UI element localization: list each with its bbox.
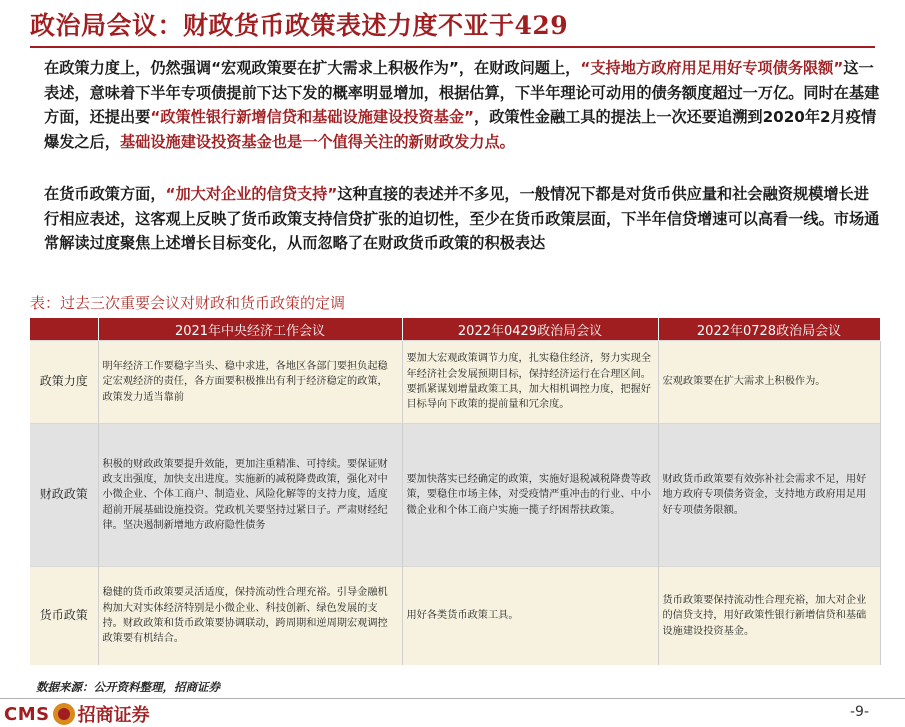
table-row <box>30 424 880 567</box>
para1-text-1: 在政策力度上，仍然强调“宏观政策要在扩大需求上积极作为”，在财政问题上， <box>44 59 581 77</box>
cms-logo <box>4 702 150 726</box>
table-cell: 积极的财政政策要提升效能，更加注重精准、可持续。要保证财政支出强度，加快支出进度。实施新的减税降费政策，强化对中小微企业、个体工商户、制造业、风险化解等的支持力度，适度超前开展基础设施投资。党政机关要坚持过紧日子。严肃财经纪律。坚决遏制新增地方政府隐性债务 <box>98 424 402 567</box>
table-cell: 宏观政策要在扩大需求上积极作为。 <box>658 341 880 424</box>
table-cell: 货币政策要保持流动性合理充裕，加大对企业的信贷支持，用好政策性银行新增信贷和基础设施建设投资基金。 <box>658 567 880 666</box>
para1-highlight-3: 基础设施建设投资基金也是一个值得关注的新财政发力点。 <box>119 132 515 151</box>
table-header-row <box>30 318 880 341</box>
monetary-paragraph <box>44 182 880 256</box>
table-header-cell <box>30 318 98 341</box>
para2-text-2: 这种直接的表述并不多见，一般情况下都是对货币供应量和社会融资规模增长进行相应表述，这客观上反映了货币政策支持信贷扩张的迫切性，至少在货币政策层面，下半年信贷增速可以高看一线。市场通常解读过度聚焦上述增长目标变化，从而忽略了在财政货币政策的积极表达 <box>44 185 880 252</box>
logo-chinese-text: 招商证券 <box>77 705 150 726</box>
table-row <box>30 567 880 666</box>
table-header-cell: 2021年中央经济工作会议 <box>98 318 402 341</box>
para2-highlight-1: “加大对企业的信贷支持” <box>165 185 338 203</box>
data-source-note: 数据来源：公开资料整理，招商证券 <box>36 680 220 694</box>
table-caption: 表：过去三次重要会议对财政和货币政策的定调 <box>30 294 346 312</box>
para1-highlight-2: “政策性银行新增信贷和基础设施建设投资基金” <box>150 108 475 126</box>
row-label: 财政政策 <box>30 424 98 567</box>
para2-text-1: 在货币政策方面， <box>44 185 166 203</box>
page-title: 政治局会议：财政货币政策表述力度不亚于429 <box>30 11 569 40</box>
footer-divider <box>0 698 905 699</box>
table-cell: 稳健的货币政策要灵活适度，保持流动性合理充裕。引导金融机构加大对实体经济特别是小微企业、科技创新、绿色发展的支持。财政政策和货币政策要协调联动，跨周期和逆周期宏观调控政策要有机结合。 <box>98 567 402 666</box>
page-number: -9- <box>849 704 869 720</box>
para1-text-2: 这一表述，意味着下半年专项债提前下达下发的概率明显增加，根据估算，下半年理论可动用的债务额度超过一万亿。同时在基建方面，还提出要 <box>44 59 880 126</box>
fiscal-paragraph <box>44 56 880 154</box>
table-cell: 要加快落实已经确定的政策，实施好退税减税降费等政策，要稳住市场主体，对受疫情严重冲击的行业、中小微企业和个体工商户实施一揽子纾困帮扶政策。 <box>402 424 658 567</box>
para1-text-3: ，政策性金融工具的提法上一次还要追溯到2020年2月疫情爆发之后， <box>44 108 877 151</box>
table-cell: 财政货币政策要有效弥补社会需求不足，用好地方政府专项债务资金，支持地方政府用足用好专项债务限额。 <box>658 424 880 567</box>
table-row <box>30 341 880 424</box>
row-label: 政策力度 <box>30 341 98 424</box>
table-header-cell: 2022年0429政治局会议 <box>402 318 658 341</box>
policy-table <box>30 318 881 665</box>
table-cell: 要加大宏观政策调节力度，扎实稳住经济，努力实现全年经济社会发展预期目标，保持经济运行在合理区间。要抓紧谋划增量政策工具，加大相机调控力度，把握好目标导向下政策的提前量和冗余度。 <box>402 341 658 424</box>
table-header-cell: 2022年0728政治局会议 <box>658 318 880 341</box>
logo-latin-text: CMS <box>4 703 50 725</box>
table-cell: 明年经济工作要稳字当头、稳中求进，各地区各部门要担负起稳定宏观经济的责任，各方面要积极推出有利于经济稳定的政策，政策发力适当靠前 <box>98 341 402 424</box>
logo-emblem-icon <box>53 703 75 725</box>
table-cell: 用好各类货币政策工具。 <box>402 567 658 666</box>
row-label: 货币政策 <box>30 567 98 666</box>
para1-highlight-1: “支持地方政府用足用好专项债务限额” <box>580 59 844 77</box>
title-divider <box>30 46 875 48</box>
